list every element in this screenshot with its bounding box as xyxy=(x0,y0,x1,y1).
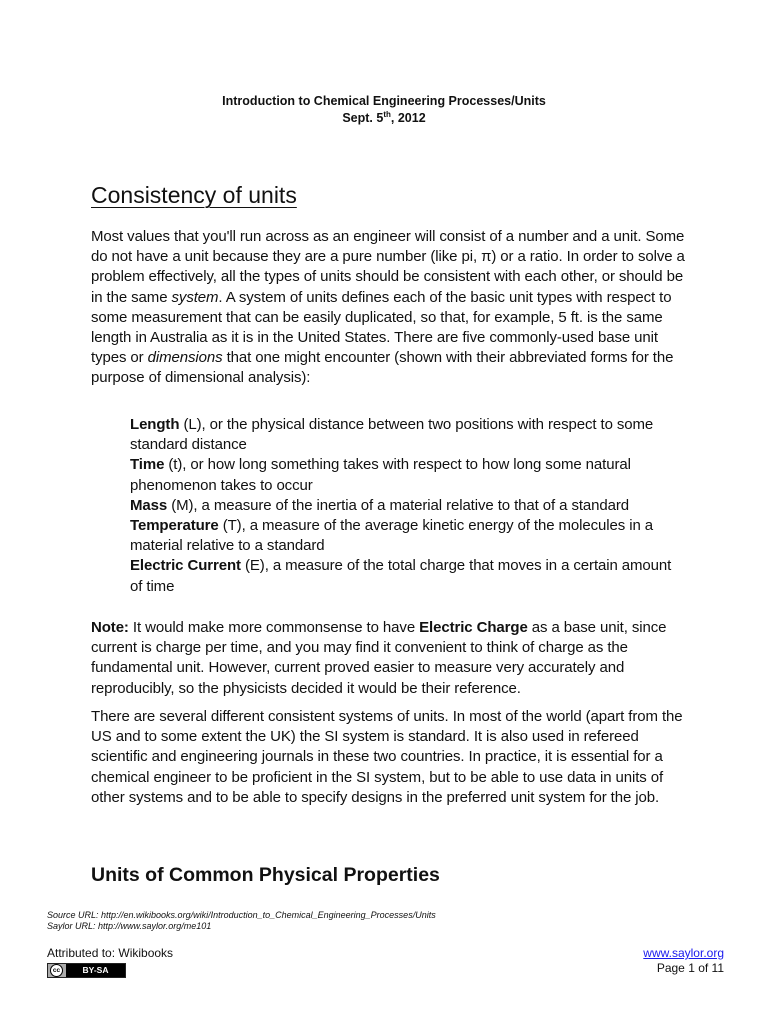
dimension-item-time xyxy=(130,455,686,495)
note-text-b: as a base unit, since current is charge per time, and you may find it convenient to think of charge as the fundamental unit. However, current proved easier to measure very accurately and reproducibly, so the physicists decided it would be their reference. xyxy=(91,619,667,697)
document-header xyxy=(0,93,768,127)
intro-paragraph xyxy=(91,227,686,389)
dimension-name: Length xyxy=(130,416,180,433)
intro-text-a: Most values that you'll run across as an engineer will consist of a number and a unit. Some do not have a unit because they are a pure number (like pi, π) or a ratio. In order to solve a problem effectively, all the types of units should be consistent with each other, or should be in the same xyxy=(91,228,685,306)
dimension-item-temperature xyxy=(130,516,686,556)
saylor-link[interactable]: www.saylor.org xyxy=(643,946,724,960)
dimension-desc: (T), a measure of the average kinetic energy of the molecules in a material relative to a standard xyxy=(130,517,654,555)
section-title: Consistency of units xyxy=(91,182,297,208)
license-label: BY-SA xyxy=(66,964,125,977)
date-prefix: Sept. 5 xyxy=(342,111,384,125)
intro-text-b: . A system of units defines each of the basic unit types with respect to some measurement that can be easily duplicated, so that, for example, 5 ft. is the same length in Australia as it is in the United States. There are five commonly-used base unit types or xyxy=(91,288,672,367)
intro-term-dimensions: dimensions xyxy=(147,349,223,367)
note-label: Note: xyxy=(91,619,129,636)
subsection-title: Units of Common Physical Properties xyxy=(91,864,440,886)
intro-text-c: that one might encounter (shown with their abbreviated forms for the purpose of dimensional analysis): xyxy=(91,349,674,387)
source-url: Source URL: http://en.wikibooks.org/wiki/Introduction_to_Chemical_Engineering_Processes/Units xyxy=(47,910,436,920)
dimension-name: Temperature xyxy=(130,517,219,535)
cc-license-badge[interactable] xyxy=(47,963,126,978)
attribution: Attributed to: Wikibooks xyxy=(47,946,174,960)
dimension-desc: (M), a measure of the inertia of a material relative to that of a standard xyxy=(167,496,630,514)
dimension-name: Electric Current xyxy=(130,557,241,575)
dimension-item-electric-current xyxy=(130,556,686,596)
dimension-item-length xyxy=(130,415,686,455)
dimension-name: Mass xyxy=(130,496,168,514)
saylor-url: Saylor URL: http://www.saylor.org/me101 xyxy=(47,921,212,931)
dimension-desc: (E), a measure of the total charge that moves in a certain amount of time xyxy=(130,557,672,595)
creative-commons-icon: cc xyxy=(50,964,63,977)
intro-term-system: system xyxy=(171,288,219,306)
date-ordinal: th xyxy=(383,109,391,119)
page-number: Page 1 of 11 xyxy=(656,961,724,975)
dimension-name: Time xyxy=(130,456,165,474)
document-title: Introduction to Chemical Engineering Processes/Units xyxy=(222,94,546,108)
dimension-item-mass xyxy=(130,496,686,516)
dimension-desc: (L), or the physical distance between two positions with respect to some standard distance xyxy=(130,416,654,454)
systems-paragraph: There are several different consistent systems of units. In most of the world (apart from the US and to some extent the UK) the SI system is standard. It is also used in refereed scientific and engineering journals in these two countries. In practice, it is essential for a chemical engineer to be proficient in the SI system, but to be able to use data in units of other systems and to be able to specify designs in the preferred unit system for the job. xyxy=(91,708,683,806)
note-paragraph xyxy=(91,618,686,699)
dimension-desc: (t), or how long something takes with respect to how long some natural phenomenon takes to occur xyxy=(130,456,631,494)
dimension-list xyxy=(130,415,686,597)
note-text-a: It would make more commonsense to have xyxy=(128,619,420,636)
note-term: Electric Charge xyxy=(419,619,528,636)
date-suffix: , 2012 xyxy=(390,111,426,125)
document-date xyxy=(0,110,768,127)
